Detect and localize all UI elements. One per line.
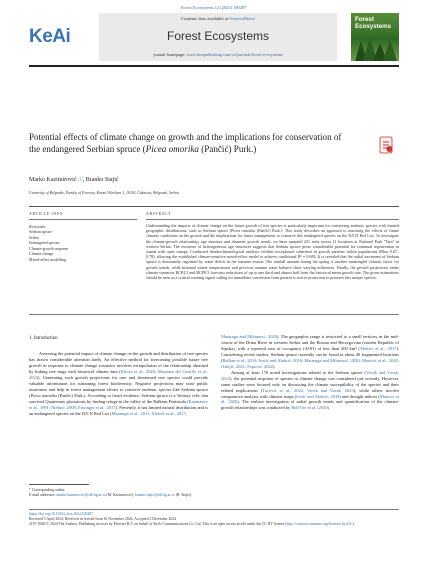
author-1[interactable]: Marko Kazimirović — [29, 177, 77, 183]
keyword-list — [29, 230, 137, 264]
homepage-link[interactable]: www.keaipublishing.com/cn/journals/forest-ecosystems — [186, 52, 283, 57]
intro-paragraph — [29, 351, 208, 416]
text-run: (M. Kazimirović), — [105, 493, 135, 498]
citation-link[interactable]: Bell'Oro et al. (2020) — [291, 405, 330, 411]
homepage-prefix: journal homepage: — [153, 52, 186, 57]
masthead — [29, 13, 399, 63]
citation-link[interactable]: Tucović et al., 2022; Vacek and Vacek, 2023 — [262, 387, 354, 393]
keyword: Climate-growth response — [29, 246, 69, 251]
abstract-rule — [146, 219, 399, 220]
text-run: Assessing the potential impact of climate change on the growth and distribution of tree species has drawn considerable attention lately. An effective method for forecasting possible future tree growth in response to climate change scenarios involves extrapolation of the relationship obtained by linking tree rings with historical climate data ( — [29, 351, 208, 374]
species-name: Picea omorika — [30, 392, 57, 398]
text-run: ). Considering recent studies, Serbian spruce currently can be found in about 40 fragmented locations ( — [221, 345, 399, 363]
cover-title-line2: Ecosystems — [355, 23, 392, 30]
text-run: ). Presently, it has limited natural distribution and is an endangered species on the IUCN Red List ( — [29, 404, 208, 416]
journal-cover-image[interactable] — [351, 13, 399, 61]
sciencedirect-link[interactable]: ScienceDirect — [229, 16, 255, 21]
author-marks-icon[interactable]: ⓘ — [76, 178, 83, 183]
journal-banner — [99, 13, 337, 61]
abstract-end-rule — [29, 314, 399, 315]
text-run: (B. Stajić). — [174, 493, 193, 498]
citation-link[interactable]: Aleksić et al., 2017 — [359, 345, 397, 351]
email-link[interactable]: marko.kazimirovic@sfb.bg.ac.rs — [56, 493, 106, 498]
cover-title-line1: Forest — [355, 16, 374, 23]
text-run: (Pančić) Purk.). According to fossil evidence, Serbian spruce is a Tertiary relic that survived Quaternary glaciations by finding refuge in the valley of the Balkans Peninsula ( — [29, 392, 208, 404]
article-info-rule — [29, 219, 137, 220]
email-link[interactable]: branko.stajic@sfb.bg.ac.rs — [134, 493, 175, 498]
keyword: Serbia — [29, 235, 39, 240]
intro-left-column — [29, 351, 208, 416]
citation-link[interactable]: Kuzmanov et al., 1991; Aleksić, 2008; Fissinger et al., 2017 — [29, 398, 208, 410]
text-run: ). The geographic range is restricted to a small territory in the mid-course of the Drina River in western Serbia and the Bosnia and Herzegovina (eastern Republic of Srpska), with a reported area of occupancy (AOO) of less than 200 km² ( — [221, 334, 399, 351]
title-part1: Potential effects of climate change on growth and the implications for conservation of the endangered Serbian spruce ( — [29, 132, 342, 154]
footnotes — [29, 488, 399, 498]
text-run: ). Generating such growth projections for rare and threatened tree species could provide valuable information for sustaining forest biodiversity. Negative projections may raise public awareness and help in forest management efforts to conserve endemic species like Serbian spruce ( — [29, 374, 208, 398]
abstract-label: ABSTRACT — [146, 212, 172, 216]
citation-link[interactable]: Matović et al., 2020 — [221, 393, 399, 405]
citation-link[interactable]: Mataruga et al., 2011; Aleksić et al., 2017; — [111, 410, 187, 416]
copyright-line — [29, 522, 399, 527]
affiliation-rule — [29, 206, 399, 207]
contents-prefix: Contents lists available at — [181, 16, 229, 21]
abstract-text: Understanding the impacts of climate change on the future growth of tree species is particularly important for conserving endemic species with limited geographic distributions, such as Serbian spruce (Picea omorika (Pančić) Purk.). This study describes an approach to assessing the effects of future climatic conditions on the growth and the implications for future management to conserve this endangered species on the IUCN Red List. To investigate the climate-growth relationship, age structure and diameter growth trends, we have sampled 231 trees across 11 locations at National Park "Tara" in western Serbia. The existence of heterogeneous age structures suggests that Serbian spruce poses considerable potential for continual regeneration in stands with open canopy. Conducted dendroclimatological analysis exhibits exceptional coherence in growth patterns within populations (Rbar 0.67–0.78), allowing the established climate-sensitive mixed-effect model to achieve conditional R² = 0.683. It is revealed that the radial increment of Serbian spruce is dominantly regulated by water deficit in the summer season. The rainfall amount during the spring is another meaningful climatic factor for growth trends, while minimal winter temperatures and previous autumn water balance show varying influences. Finally, the growth projections under climate scenarios RCP4.5 and RCP8.5 forecasts reductions of up to one third and almost half from the historical mean growth rate. The given estimations should be seen as a critical warning signal calling for immediate conversion from passive to active protection to preserve this unique species. — [146, 223, 399, 281]
citation-link[interactable]: Vacek and Vacek, 2023 — [221, 369, 399, 381]
title-italic: Picea omorika — [145, 144, 199, 154]
affiliation: University of Belgrade, Faculty of Forestry, Kneza Višeslava 1, 11030, Čukarica, Belgrade, Serbia — [29, 191, 179, 195]
homepage-line — [99, 52, 337, 57]
text-run: E-mail addresses: — [29, 493, 57, 498]
doi-block — [29, 512, 399, 528]
intro-paragraph — [221, 370, 399, 412]
cover-title — [351, 13, 399, 30]
keyword: Climate change — [29, 252, 54, 257]
title-part2: (Pančić) Purk.) — [198, 144, 257, 154]
text-run: ) and drought indices ( — [339, 393, 380, 399]
text-run: . — [329, 405, 331, 411]
intro-paragraph — [221, 334, 399, 369]
article-info-label: ARTICLE INFO — [29, 212, 64, 216]
journal-name[interactable]: Forest Ecosystems — [166, 29, 270, 43]
doi-link[interactable]: https://doi.org/10.1016/j.fecs.2024.100287 — [29, 512, 93, 516]
journal-reference[interactable]: Forest Ecosystems 12 (2025) 100287 — [180, 5, 247, 10]
text-run: 2197-5620/© 2024 The Authors. Publishing services by Elsevier B.V. on behalf of KeAi Communications Co. Ltd. This is an open access article under the CC BY license ( — [29, 522, 287, 527]
cover-trees-illustration — [351, 35, 399, 61]
citation-link[interactable]: Ballian et al., 2016; Ivetić and Aleksić, 2016; Mataruga and Milanović, 2020; Matović et al., 2020; Ostojić, 2021; Popović, 2022 — [221, 357, 399, 369]
article-title[interactable] — [29, 131, 349, 155]
citation-link[interactable]: Ivetić and Aleksić, 2016 — [296, 393, 340, 399]
text-run: ), while others involve comparative analysis with climatic maps ( — [221, 387, 399, 399]
section-heading-introduction: 1. Introduction — [29, 336, 58, 341]
text-run: ). The earliest investigation of radial growth trends and quantification of the climate-growth relationships was conducted by — [221, 399, 400, 411]
citation-link[interactable]: Klesse et al., 2020; Martinez del Castillo et al., 2022 — [29, 368, 208, 380]
header-rule — [29, 65, 399, 67]
text-run: ), the potential response of species to climate change was considered just recently. However, some studies were focused only on discussing the climate susceptibility of the species and their related implications ( — [221, 375, 399, 393]
citation-link[interactable]: Mataruga and Milanović, 2020 — [221, 334, 277, 339]
keyword: Serbian spruce — [29, 230, 53, 234]
footnote-rule — [29, 484, 89, 485]
doi-rule — [29, 509, 399, 510]
license-link[interactable]: http://creativecommons.org/licenses/by/4.0/ — [286, 522, 353, 527]
text-run: Among at least 176 noted investigations related to the Serbian spruce ( — [231, 369, 366, 375]
intro-right-column — [221, 334, 399, 411]
keai-logo[interactable] — [29, 13, 85, 61]
text-run: ). — [352, 522, 355, 527]
text-run: ). — [272, 363, 276, 369]
received-dates: Received 5 April 2024; Received in revised form 16 November 2024; Accepted 3 December 2024 — [29, 517, 177, 522]
keywords-heading: Keywords: — [29, 224, 47, 229]
author-2[interactable]: , Branko Stajić — [82, 177, 119, 183]
contents-line — [99, 16, 337, 21]
author-list — [29, 176, 119, 183]
keyword: Endangered species — [29, 241, 60, 246]
logo-text: KeAi — [29, 26, 71, 47]
keyword: Mixed-effect modelling — [29, 257, 66, 262]
corresponding-author-note: * Corresponding author. — [29, 488, 66, 492]
check-for-updates-icon[interactable] — [377, 136, 395, 154]
email-line — [29, 493, 399, 498]
